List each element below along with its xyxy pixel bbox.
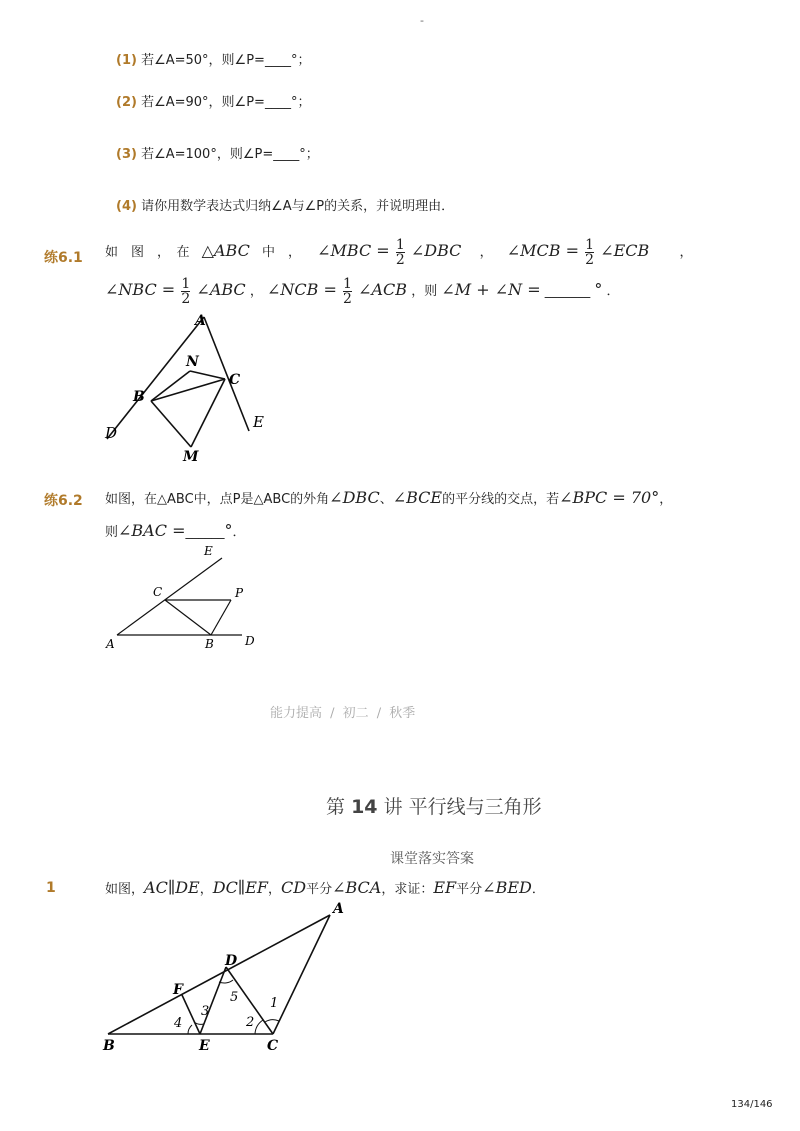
q-text: 如图， xyxy=(105,882,145,897)
question-part-2 xyxy=(116,91,310,110)
frac-den: 2 xyxy=(343,291,352,307)
angle-arc-4 xyxy=(188,1025,192,1034)
question-part-3 xyxy=(116,143,319,162)
question-1-text xyxy=(105,878,545,897)
ex-text: ， xyxy=(679,245,693,260)
point-E-label: E xyxy=(253,413,264,431)
ex-math: ∠BAC = xyxy=(118,521,186,540)
ex-math: ∠ECB xyxy=(600,241,650,260)
q-math: DC∥EF xyxy=(212,878,268,897)
fraction-half xyxy=(343,277,352,306)
point-C-label: C xyxy=(229,372,241,388)
point-D-label: D xyxy=(225,953,238,969)
exercise-label-6-2: 练6.2 xyxy=(44,493,83,509)
answer-blank: ______ xyxy=(185,525,225,540)
figure-6-2 xyxy=(100,540,270,655)
question-number: 1 xyxy=(46,880,56,896)
exercise-6-1-line1 xyxy=(105,238,725,267)
ex-math: ∠BPC = 70° xyxy=(559,488,660,507)
q-math: EF xyxy=(433,878,457,897)
line-BC xyxy=(151,379,225,401)
part-number: (1) xyxy=(116,53,137,68)
point-B-label: B xyxy=(205,637,214,651)
figure-question-1 xyxy=(95,898,355,1058)
ex-text: ， xyxy=(479,245,493,260)
lecture-suffix: 讲 平行线与三角形 xyxy=(383,796,542,818)
ex-math: ° xyxy=(224,521,233,540)
ex-math: ∠BCE xyxy=(392,488,443,507)
angle-label-4: 4 xyxy=(174,1016,183,1031)
q-math: ∠BED xyxy=(482,878,532,897)
q-text: 平分 xyxy=(306,882,333,897)
lecture-number: 14 xyxy=(351,796,378,818)
line-NC xyxy=(190,371,225,379)
line-CB xyxy=(165,600,211,635)
angle-arc-2 xyxy=(255,1020,263,1034)
ex-text: ，则 xyxy=(411,284,438,299)
part-text: 若∠A=50°，则∠P=____°； xyxy=(141,53,311,68)
ex-text: 的平分线的交点，若 xyxy=(442,492,560,507)
exercise-6-2-line2 xyxy=(105,521,245,540)
ex-text: ． xyxy=(232,525,246,540)
part-number: (3) xyxy=(116,147,137,162)
line-PB xyxy=(211,600,231,635)
point-P-label: P xyxy=(235,586,244,600)
part-text: 若∠A=90°，则∠P=____°； xyxy=(141,95,311,110)
ex-text: 如 图 ， 在 xyxy=(105,245,190,260)
line-FE xyxy=(182,995,200,1034)
angle-label-3: 3 xyxy=(201,1004,210,1019)
ex-text: 、 xyxy=(379,492,393,507)
frac-num: 1 xyxy=(585,237,595,253)
ex-math: ∠M + ∠N = xyxy=(441,280,541,299)
ex-math: ∠ACB xyxy=(358,280,408,299)
frac-den: 2 xyxy=(395,252,405,268)
fraction-half xyxy=(181,277,190,306)
point-C-label: C xyxy=(267,1038,279,1054)
q-text: 平分 xyxy=(456,882,483,897)
line-AE xyxy=(204,317,249,431)
lecture-prefix: 第 xyxy=(326,796,346,818)
fraction-half xyxy=(585,238,594,267)
ex-math: △ABC xyxy=(201,241,250,260)
angle-label-2: 2 xyxy=(246,1015,255,1030)
point-B-label: B xyxy=(133,389,145,405)
ex-math: ∠NBC = xyxy=(105,280,176,299)
frac-num: 1 xyxy=(181,276,191,292)
q-text: ． xyxy=(531,882,545,897)
frac-den: 2 xyxy=(181,291,191,307)
point-D-label: D xyxy=(105,424,118,442)
ex-text: ． xyxy=(606,284,620,299)
point-N-label: N xyxy=(186,354,199,370)
page-footer: 能力提高 / 初二 / 秋季 xyxy=(270,706,416,721)
line-CA xyxy=(273,915,330,1034)
point-A-label: A xyxy=(195,313,206,329)
point-A-label: A xyxy=(333,901,344,917)
ex-math: ° xyxy=(594,280,603,299)
ex-math: ∠DBC xyxy=(410,241,462,260)
q-math: CD xyxy=(281,878,307,897)
ex-math: ∠NCB = xyxy=(266,280,337,299)
q-math: AC∥DE xyxy=(144,878,200,897)
point-E-label: E xyxy=(204,544,213,558)
ex-text: 中 ， xyxy=(261,245,301,260)
exercise-6-1-line2 xyxy=(105,277,620,306)
ex-math: ∠MBC = xyxy=(317,241,390,260)
line-AE xyxy=(117,558,222,635)
exercise-label-6-1: 练6.1 xyxy=(44,250,83,266)
answer-blank: _______ xyxy=(544,284,591,299)
figure-6-1 xyxy=(95,305,285,470)
frac-den: 2 xyxy=(585,252,595,268)
fraction-half xyxy=(396,238,405,267)
ex-text: 则 xyxy=(105,525,119,540)
point-M-label: M xyxy=(183,449,199,465)
q-text: ， xyxy=(267,882,281,897)
top-mark: - xyxy=(420,14,424,27)
q-math: ∠BCA xyxy=(332,878,382,897)
lecture-title xyxy=(326,792,542,819)
line-AD xyxy=(107,317,204,439)
line-BA xyxy=(108,915,330,1034)
q-text: ，求证： xyxy=(381,882,434,897)
ex-math: ∠MCB = xyxy=(506,241,579,260)
line-CM xyxy=(191,379,225,447)
frac-num: 1 xyxy=(395,237,405,253)
line-BM xyxy=(151,401,191,447)
angle-label-1: 1 xyxy=(270,996,279,1011)
part-number: (2) xyxy=(116,95,137,110)
exercise-6-2-line1 xyxy=(105,488,672,507)
ex-math: ∠ABC xyxy=(196,280,246,299)
page-number: 134/146 xyxy=(731,1099,773,1110)
part-text: 若∠A=100°，则∠P=____°； xyxy=(141,147,319,162)
ex-text: 如图，在△ABC中，点P是△ABC的外角 xyxy=(105,492,330,507)
angle-label-5: 5 xyxy=(230,990,239,1005)
question-part-1 xyxy=(116,49,310,68)
question-part-4 xyxy=(116,195,454,214)
lecture-subtitle: 课堂落实答案 xyxy=(390,851,474,867)
point-C-label: C xyxy=(153,585,163,599)
point-B-label: B xyxy=(103,1038,115,1054)
point-E-label: E xyxy=(199,1038,210,1054)
q-text: ， xyxy=(199,882,213,897)
part-text: 请你用数学表达式归纳∠A与∠P的关系，并说明理由． xyxy=(141,199,455,214)
point-A-label: A xyxy=(106,637,115,651)
angle-arc-1 xyxy=(265,1020,279,1022)
ex-text: ， xyxy=(659,492,673,507)
point-D-label: D xyxy=(245,634,255,648)
ex-math: ∠DBC xyxy=(329,488,380,507)
part-number: (4) xyxy=(116,199,137,214)
point-F-label: F xyxy=(173,982,183,998)
ex-text: ， xyxy=(249,284,263,299)
frac-num: 1 xyxy=(343,276,352,292)
